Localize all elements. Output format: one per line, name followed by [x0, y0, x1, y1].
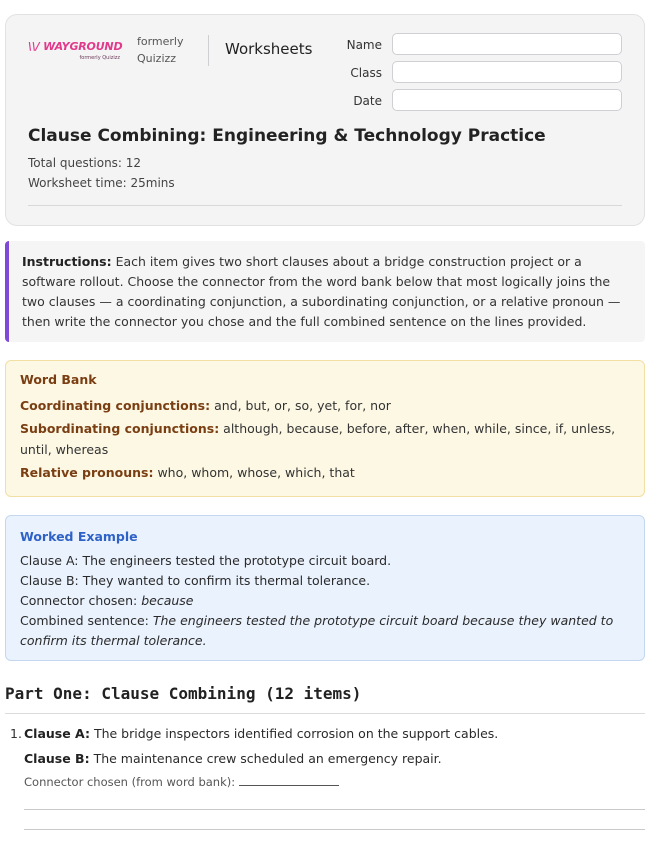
name-label: Name	[346, 38, 382, 52]
date-field[interactable]	[392, 89, 622, 111]
word-bank-row: Relative pronouns: who, whom, whose, which, that	[20, 465, 355, 480]
word-bank-title: Word Bank	[20, 372, 97, 387]
question-clause-a: Clause A: The bridge inspectors identified corrosion on the support cables.	[24, 726, 499, 741]
worked-example-title: Worked Example	[20, 529, 138, 544]
header-divider	[208, 35, 209, 66]
part-one-title: Part One: Clause Combining (12 items)	[5, 684, 362, 703]
connector-blank[interactable]	[239, 775, 339, 786]
wayground-logo	[28, 40, 123, 61]
formerly-quizizz-label: formerly Quizizz	[137, 35, 184, 65]
instructions-label: Instructions:	[22, 254, 112, 269]
example-clause-a: Clause A: The engineers tested the prototype circuit board.	[20, 553, 392, 568]
class-field[interactable]	[392, 61, 622, 83]
word-bank-row: Subordinating conjunctions: although, because, before, after, when, while, since, if, unless, until, whereas	[20, 421, 616, 457]
question-number: 1.	[10, 726, 22, 741]
example-connector: Connector chosen: because	[20, 593, 194, 608]
class-label: Class	[350, 66, 382, 80]
worksheet-time: Worksheet time: 25mins	[28, 176, 175, 190]
question-clause-b: Clause B: The maintenance crew scheduled an emergency repair.	[24, 751, 442, 766]
worked-example-panel	[5, 515, 645, 661]
worksheet-title: Clause Combining: Engineering & Technology Practice	[28, 126, 546, 146]
answer-line[interactable]	[24, 829, 645, 830]
instructions-text: Each item gives two short clauses about a bridge construction project or a software rollout. Choose the connector from the word bank below that most logically joins the two clauses — a coordinating conjunction, a subordinating conjunction, or a relative pronoun — then write the connector you chose and the full combined sentence on the lines provided.	[22, 254, 621, 329]
total-questions: Total questions: 12	[28, 156, 142, 170]
worksheets-label: Worksheets	[225, 40, 313, 58]
part-one-rule	[5, 713, 645, 714]
instructions-panel	[5, 241, 645, 342]
name-field[interactable]	[392, 33, 622, 55]
logo-subtext: formerly Quizizz	[79, 55, 120, 61]
example-clause-b: Clause B: They wanted to confirm its thermal tolerance.	[20, 573, 371, 588]
word-bank-row: Coordinating conjunctions: and, but, or, so, yet, for, nor	[20, 398, 391, 413]
answer-line[interactable]	[24, 809, 645, 810]
word-bank-panel	[5, 360, 645, 497]
date-label: Date	[353, 94, 382, 108]
connector-prompt: Connector chosen (from word bank):	[24, 775, 339, 789]
header-rule	[28, 205, 622, 206]
logo-text: \\/ WAYGROUND	[28, 40, 123, 53]
example-combined: Combined sentence: The engineers tested the prototype circuit board because they wanted to confirm its thermal tolerance.	[20, 613, 614, 648]
logo-mark-icon: \\/	[28, 40, 44, 53]
